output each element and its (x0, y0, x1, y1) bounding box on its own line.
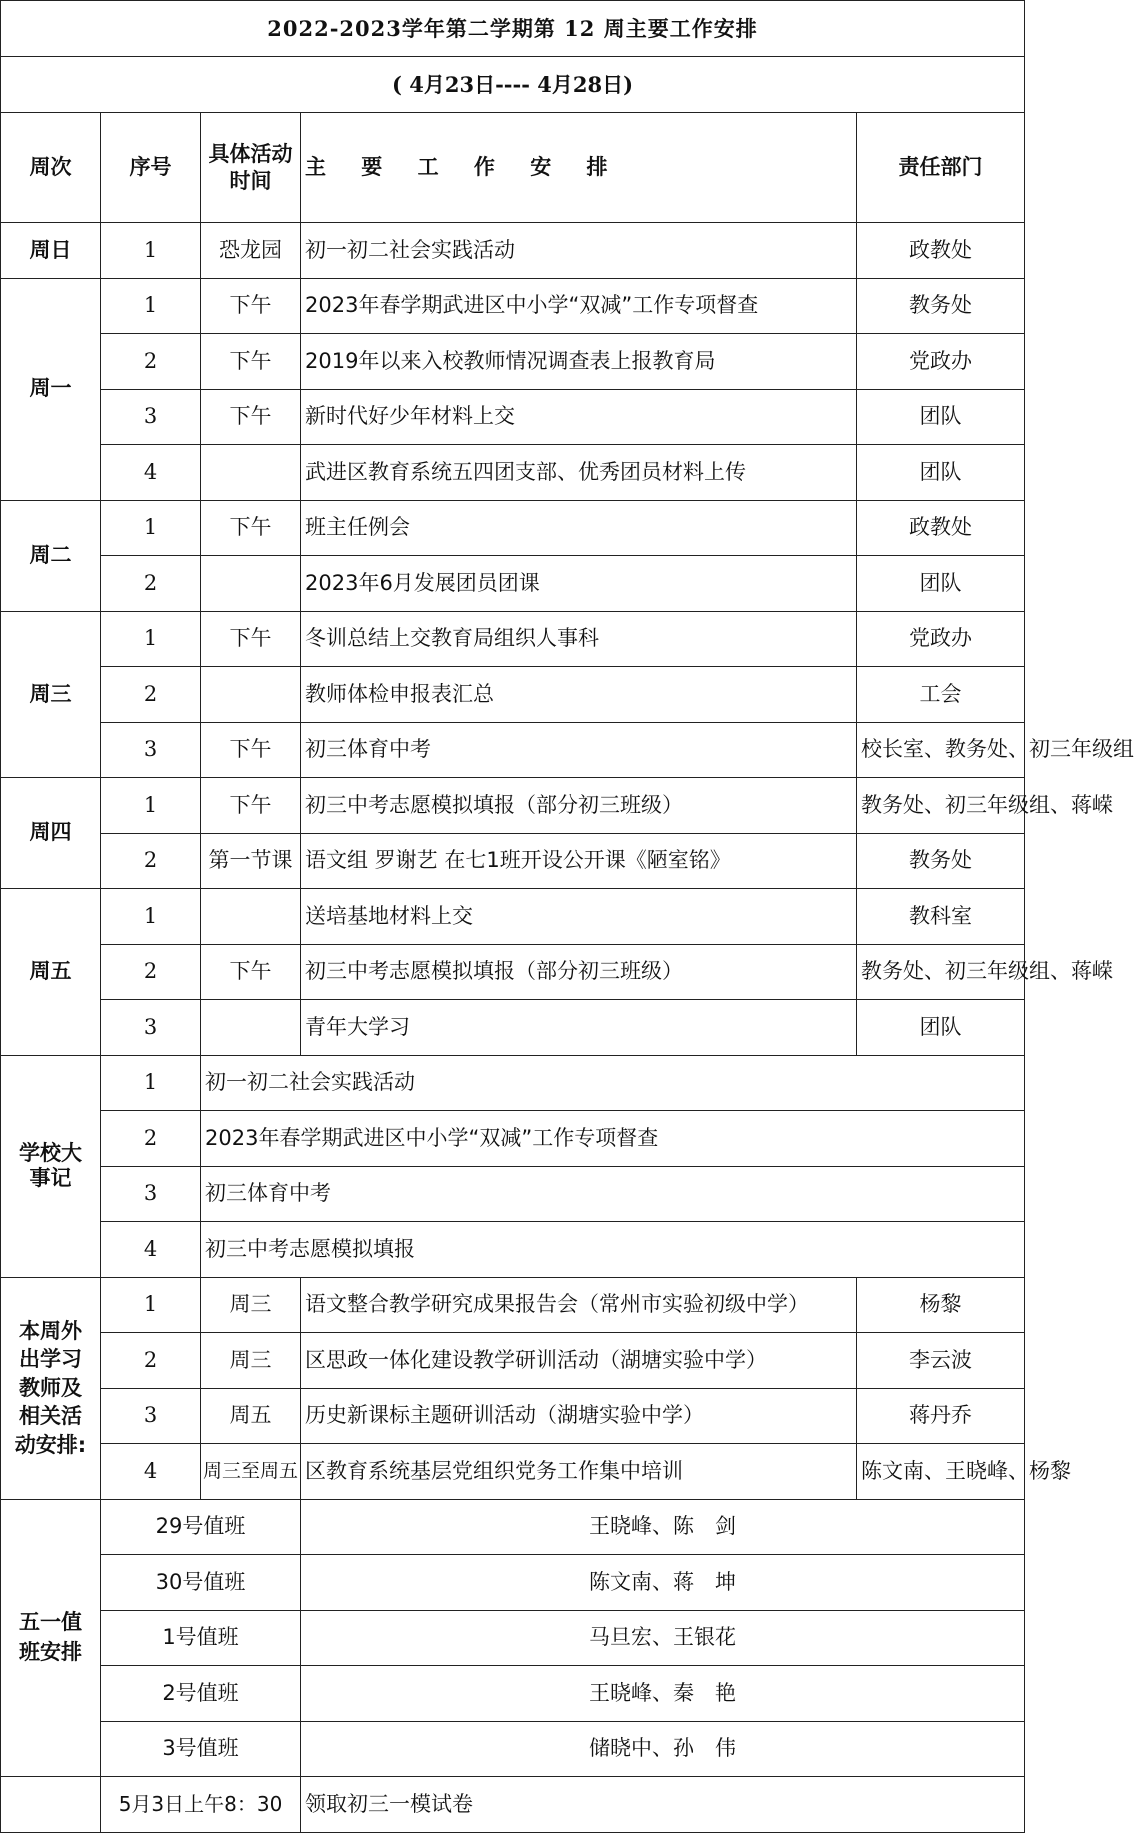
time-cell: 下午 (201, 500, 301, 556)
duty-date: 1号值班 (101, 1610, 301, 1666)
work-cell: 初一初二社会实践活动 (301, 223, 857, 279)
duty-row (1, 1499, 1025, 1555)
seq-cell: 4 (101, 1444, 201, 1500)
table-row (1, 833, 1025, 889)
day-label: 周一 (1, 278, 101, 500)
duty-people: 储晓中、孙 伟 (301, 1721, 1025, 1777)
event-row (1, 1222, 1025, 1278)
empty-cell (1, 1777, 101, 1833)
time-cell: 第一节课 (201, 833, 301, 889)
dept-cell: 教务处 (857, 278, 1025, 334)
day-label: 周二 (1, 500, 101, 611)
seq-cell: 1 (101, 278, 201, 334)
time-cell: 下午 (201, 611, 301, 667)
seq-cell: 3 (101, 389, 201, 445)
dept-cell: 陈文南、王晓峰、杨黎 (857, 1444, 1025, 1500)
time-cell: 恐龙园 (201, 223, 301, 279)
event-text: 初一初二社会实践活动 (201, 1055, 1025, 1111)
duty-people: 王晓峰、秦 艳 (301, 1666, 1025, 1722)
header-row (1, 113, 1025, 223)
time-cell: 周五 (201, 1388, 301, 1444)
seq-cell: 1 (101, 778, 201, 834)
study-row (1, 1277, 1025, 1333)
time-cell (201, 889, 301, 945)
day-label: 周四 (1, 778, 101, 889)
time-cell (201, 667, 301, 723)
work-cell: 2023年6月发展团员团课 (301, 556, 857, 612)
work-cell: 冬训总结上交教育局组织人事科 (301, 611, 857, 667)
day-label: 周三 (1, 611, 101, 778)
study-row (1, 1388, 1025, 1444)
date-range: ( 4月23日---- 4月28日) (1, 57, 1025, 113)
events-label: 学校大事记 (1, 1055, 101, 1277)
page-title: 2022-2023学年第二学期第 12 周主要工作安排 (1, 1, 1025, 57)
header-dept: 责任部门 (857, 113, 1025, 223)
time-cell: 下午 (201, 778, 301, 834)
dept-cell: 教务处、初三年级组、蒋嵘 (857, 778, 1025, 834)
work-cell: 教师体检申报表汇总 (301, 667, 857, 723)
time-cell: 周三至周五 (201, 1444, 301, 1500)
last-row (1, 1777, 1025, 1833)
work-cell: 历史新课标主题研训活动（湖塘实验中学） (301, 1388, 857, 1444)
duty-date: 3号值班 (101, 1721, 301, 1777)
seq-cell: 1 (101, 611, 201, 667)
day-label: 周五 (1, 889, 101, 1056)
header-seq: 序号 (101, 113, 201, 223)
event-text: 2023年春学期武进区中小学“双减”工作专项督查 (201, 1111, 1025, 1167)
duty-row (1, 1610, 1025, 1666)
seq-cell: 3 (101, 1166, 201, 1222)
dept-cell: 教务处、初三年级组、蒋嵘 (857, 944, 1025, 1000)
dept-cell: 团队 (857, 389, 1025, 445)
study-row (1, 1333, 1025, 1389)
seq-cell: 2 (101, 944, 201, 1000)
dept-cell: 党政办 (857, 334, 1025, 390)
dept-cell: 蒋丹乔 (857, 1388, 1025, 1444)
event-text: 初三体育中考 (201, 1166, 1025, 1222)
duty-row (1, 1555, 1025, 1611)
seq-cell: 2 (101, 1111, 201, 1167)
table-row (1, 1000, 1025, 1056)
dept-cell: 团队 (857, 445, 1025, 501)
seq-cell: 2 (101, 833, 201, 889)
dept-cell: 教务处 (857, 833, 1025, 889)
dept-cell: 政教处 (857, 500, 1025, 556)
seq-cell: 3 (101, 1388, 201, 1444)
time-cell (201, 445, 301, 501)
dept-cell: 工会 (857, 667, 1025, 723)
seq-cell: 2 (101, 334, 201, 390)
dept-cell: 杨黎 (857, 1277, 1025, 1333)
time-cell: 周三 (201, 1333, 301, 1389)
duty-people: 马旦宏、王银花 (301, 1610, 1025, 1666)
event-text: 初三中考志愿模拟填报 (201, 1222, 1025, 1278)
event-row (1, 1111, 1025, 1167)
dept-cell: 党政办 (857, 611, 1025, 667)
seq-cell: 3 (101, 722, 201, 778)
study-label: 本周外出学习教师及相关活动安排: (1, 1277, 101, 1499)
time-cell: 下午 (201, 334, 301, 390)
table-row (1, 778, 1025, 834)
duty-people: 王晓峰、陈 剑 (301, 1499, 1025, 1555)
work-cell: 武进区教育系统五四团支部、优秀团员材料上传 (301, 445, 857, 501)
study-row (1, 1444, 1025, 1500)
event-row (1, 1055, 1025, 1111)
table-row (1, 278, 1025, 334)
header-week: 周次 (1, 113, 101, 223)
time-cell: 下午 (201, 944, 301, 1000)
dept-cell: 政教处 (857, 223, 1025, 279)
work-cell: 新时代好少年材料上交 (301, 389, 857, 445)
table-row (1, 944, 1025, 1000)
work-cell: 区思政一体化建设教学研训活动（湖塘实验中学） (301, 1333, 857, 1389)
header-work: 主 要 工 作 安 排 (301, 113, 857, 223)
time-cell: 周三 (201, 1277, 301, 1333)
table-row (1, 889, 1025, 945)
duty-people: 陈文南、蒋 坤 (301, 1555, 1025, 1611)
seq-cell: 4 (101, 445, 201, 501)
duty-row (1, 1666, 1025, 1722)
seq-cell: 2 (101, 667, 201, 723)
work-cell: 青年大学习 (301, 1000, 857, 1056)
work-cell: 2023年春学期武进区中小学“双减”工作专项督查 (301, 278, 857, 334)
time-cell: 下午 (201, 278, 301, 334)
time-cell: 下午 (201, 389, 301, 445)
seq-cell: 2 (101, 1333, 201, 1389)
dept-cell: 李云波 (857, 1333, 1025, 1389)
duty-date: 30号值班 (101, 1555, 301, 1611)
last-work: 领取初三一模试卷 (301, 1777, 1025, 1833)
work-cell: 语文整合教学研究成果报告会（常州市实验初级中学） (301, 1277, 857, 1333)
event-row (1, 1166, 1025, 1222)
work-cell: 初三中考志愿模拟填报（部分初三班级） (301, 944, 857, 1000)
table-row (1, 556, 1025, 612)
duty-date: 29号值班 (101, 1499, 301, 1555)
table-row (1, 722, 1025, 778)
seq-cell: 1 (101, 1055, 201, 1111)
day-label: 周日 (1, 223, 101, 279)
time-cell: 下午 (201, 722, 301, 778)
seq-cell: 1 (101, 889, 201, 945)
duty-label: 五一值班安排 (1, 1499, 101, 1777)
work-cell: 语文组 罗谢艺 在七1班开设公开课《陋室铭》 (301, 833, 857, 889)
work-cell: 班主任例会 (301, 500, 857, 556)
seq-cell: 1 (101, 223, 201, 279)
table-row (1, 334, 1025, 390)
work-cell: 送培基地材料上交 (301, 889, 857, 945)
duty-date: 2号值班 (101, 1666, 301, 1722)
dept-cell: 校长室、教务处、初三年级组 (857, 722, 1025, 778)
duty-row (1, 1721, 1025, 1777)
table-row (1, 500, 1025, 556)
work-cell: 初三中考志愿模拟填报（部分初三班级） (301, 778, 857, 834)
seq-cell: 3 (101, 1000, 201, 1056)
dept-cell: 团队 (857, 556, 1025, 612)
work-cell: 初三体育中考 (301, 722, 857, 778)
work-cell: 区教育系统基层党组织党务工作集中培训 (301, 1444, 857, 1500)
seq-cell: 1 (101, 1277, 201, 1333)
work-cell: 2019年以来入校教师情况调查表上报教育局 (301, 334, 857, 390)
time-cell (201, 556, 301, 612)
dept-cell: 团队 (857, 1000, 1025, 1056)
table-row (1, 389, 1025, 445)
table-row (1, 223, 1025, 279)
seq-cell: 1 (101, 500, 201, 556)
header-time: 具体活动时间 (201, 113, 301, 223)
seq-cell: 4 (101, 1222, 201, 1278)
table-row (1, 667, 1025, 723)
table-row (1, 611, 1025, 667)
dept-cell: 教科室 (857, 889, 1025, 945)
seq-cell: 2 (101, 556, 201, 612)
time-cell (201, 1000, 301, 1056)
table-row (1, 445, 1025, 501)
last-time: 5月3日上午8：30 (101, 1777, 301, 1833)
